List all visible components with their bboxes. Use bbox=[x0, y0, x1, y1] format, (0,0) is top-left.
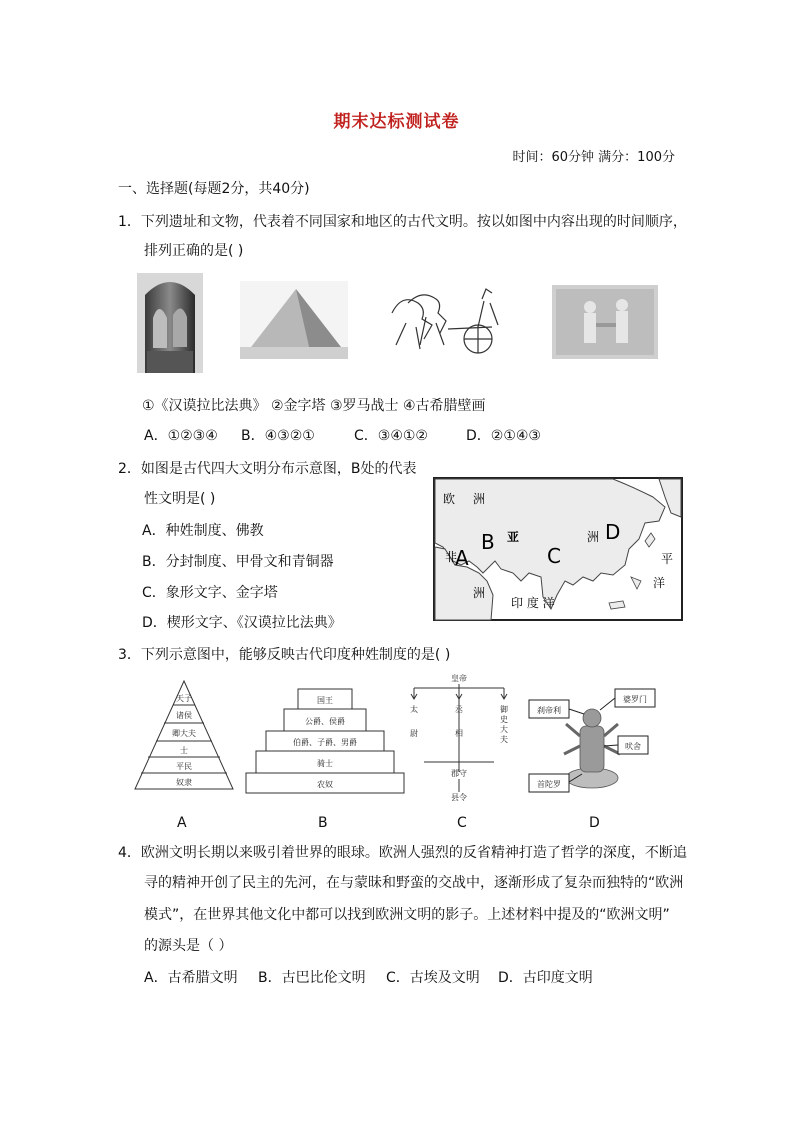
stairs-level-1: 国王 bbox=[317, 696, 333, 705]
q4-stem-line1: 4．欧洲文明长期以来吸引着世界的眼球。欧洲人强烈的反省精神打造了哲学的深度，不断追 bbox=[118, 845, 687, 861]
greek-mural-image bbox=[552, 285, 658, 359]
diagram-a-pyramid bbox=[133, 679, 235, 791]
q2-option-c: C．象形文字、金字塔 bbox=[142, 585, 278, 601]
pyramid-level-5: 平民 bbox=[176, 762, 192, 771]
q4-stem-line4: 的源头是（ ） bbox=[144, 938, 233, 954]
chart-yushi-4: 夫 bbox=[500, 735, 508, 744]
q3-label-a: A bbox=[177, 815, 187, 831]
map-marker-b: B bbox=[481, 530, 495, 554]
stairs-level-5: 农奴 bbox=[317, 780, 333, 789]
q1-image-captions: ①《汉谟拉比法典》 ②金字塔 ③罗马战士 ④古希腊壁画 bbox=[142, 398, 486, 414]
map-label-indian-ocean: 印 度 洋 bbox=[511, 596, 555, 610]
chart-taiwei-2: 尉 bbox=[410, 729, 418, 738]
caste-shudra: 首陀罗 bbox=[537, 780, 561, 789]
stairs-level-2: 公爵、侯爵 bbox=[305, 717, 345, 726]
pyramid-level-4: 士 bbox=[180, 746, 188, 755]
diagram-c-chart bbox=[404, 672, 514, 804]
map-label-africa-1: 非 bbox=[445, 550, 458, 564]
chart-chengxiang-2: 相 bbox=[455, 729, 463, 738]
pyramid-level-3: 卿大夫 bbox=[172, 729, 196, 738]
q2-option-d: D．楔形文字、《汉谟拉比法典》 bbox=[142, 615, 342, 631]
map-label-europe-1: 欧 bbox=[443, 492, 456, 506]
chart-emperor: 皇帝 bbox=[451, 674, 467, 683]
diagram-b-stairs bbox=[244, 688, 406, 794]
diagram-d-caste bbox=[526, 686, 658, 798]
q3-stem: 3．下列示意图中，能够反映古代印度种姓制度的是( ) bbox=[118, 647, 451, 663]
q4-option-a: A．古希腊文明 bbox=[144, 970, 238, 986]
stairs-level-3: 伯爵、子爵、男爵 bbox=[293, 738, 357, 747]
hammurabi-stele-image bbox=[137, 273, 203, 373]
pyramid-level-1: 天子 bbox=[176, 694, 192, 703]
map-label-africa-2: 洲 bbox=[473, 586, 486, 600]
q1-option-b: B．④③②① bbox=[241, 428, 315, 444]
q1-stem-line2: 排列正确的是( ) bbox=[144, 243, 244, 259]
four-civilizations-map bbox=[433, 477, 683, 621]
q3-label-d: D bbox=[589, 815, 600, 831]
exam-info: 时间：60分钟 满分：100分 bbox=[512, 150, 675, 165]
q1-option-a: A．①②③④ bbox=[144, 428, 218, 444]
map-label-pacific-1: 平 bbox=[661, 552, 674, 566]
pyramid-image bbox=[240, 281, 348, 359]
section-heading: 一、选择题(每题2分，共40分) bbox=[118, 181, 310, 197]
q2-stem-line1: 2．如图是古代四大文明分布示意图，B处的代表 bbox=[118, 461, 417, 477]
pyramid-level-2: 诸侯 bbox=[176, 711, 192, 720]
chart-yushi-1: 御 bbox=[500, 705, 508, 714]
roman-warrior-image bbox=[386, 283, 510, 359]
map-label-asia-2: 洲 bbox=[587, 530, 600, 544]
q4-option-b: B．古巴比伦文明 bbox=[258, 970, 366, 986]
map-label-pacific-2: 洋 bbox=[653, 576, 666, 590]
q3-label-b: B bbox=[318, 815, 328, 831]
pyramid-level-6: 奴隶 bbox=[176, 778, 192, 787]
q2-option-a: A．种姓制度、佛教 bbox=[142, 523, 264, 539]
caste-kshatriya: 刹帝利 bbox=[537, 706, 561, 715]
map-label-europe-2: 洲 bbox=[473, 492, 486, 506]
caste-brahmin: 婆罗门 bbox=[623, 695, 647, 704]
page-title: 期末达标测试卷 bbox=[333, 112, 460, 132]
q1-stem-line1: 1．下列遗址和文物，代表着不同国家和地区的古代文明。按以如图中内容出现的时间顺序， bbox=[118, 214, 687, 230]
map-label-asia-1: 亚 bbox=[507, 530, 520, 544]
q1-option-d: D．②①④③ bbox=[466, 428, 541, 444]
q3-label-c: C bbox=[457, 815, 467, 831]
q4-stem-line2: 寻的精神开创了民主的先河，在与蒙昧和野蛮的交战中，逐渐形成了复杂而独特的“欧洲 bbox=[144, 875, 684, 891]
chart-chengxiang-1: 丞 bbox=[455, 705, 463, 714]
q4-stem-line3: 模式”，在世界其他文化中都可以找到欧洲文明的影子。上述材料中提及的“欧洲文明” bbox=[144, 907, 670, 923]
q2-stem-line2: 性文明是( ) bbox=[144, 491, 216, 507]
map-marker-d: D bbox=[605, 520, 621, 544]
q4-option-c: C．古埃及文明 bbox=[386, 970, 480, 986]
q2-option-b: B．分封制度、甲骨文和青铜器 bbox=[142, 554, 334, 570]
chart-junshou: 郡守 bbox=[451, 769, 467, 778]
chart-yushi-3: 大 bbox=[500, 725, 508, 734]
chart-taiwei-1: 太 bbox=[410, 705, 418, 714]
chart-xianling: 县令 bbox=[451, 793, 467, 802]
q1-option-c: C．③④①② bbox=[354, 428, 428, 444]
stairs-level-4: 骑士 bbox=[317, 759, 333, 768]
caste-vaishya: 吠舍 bbox=[625, 742, 641, 751]
map-marker-c: C bbox=[547, 544, 561, 568]
chart-yushi-2: 史 bbox=[500, 715, 508, 724]
map-marker-a: A bbox=[455, 546, 469, 570]
q4-option-d: D．古印度文明 bbox=[498, 970, 593, 986]
